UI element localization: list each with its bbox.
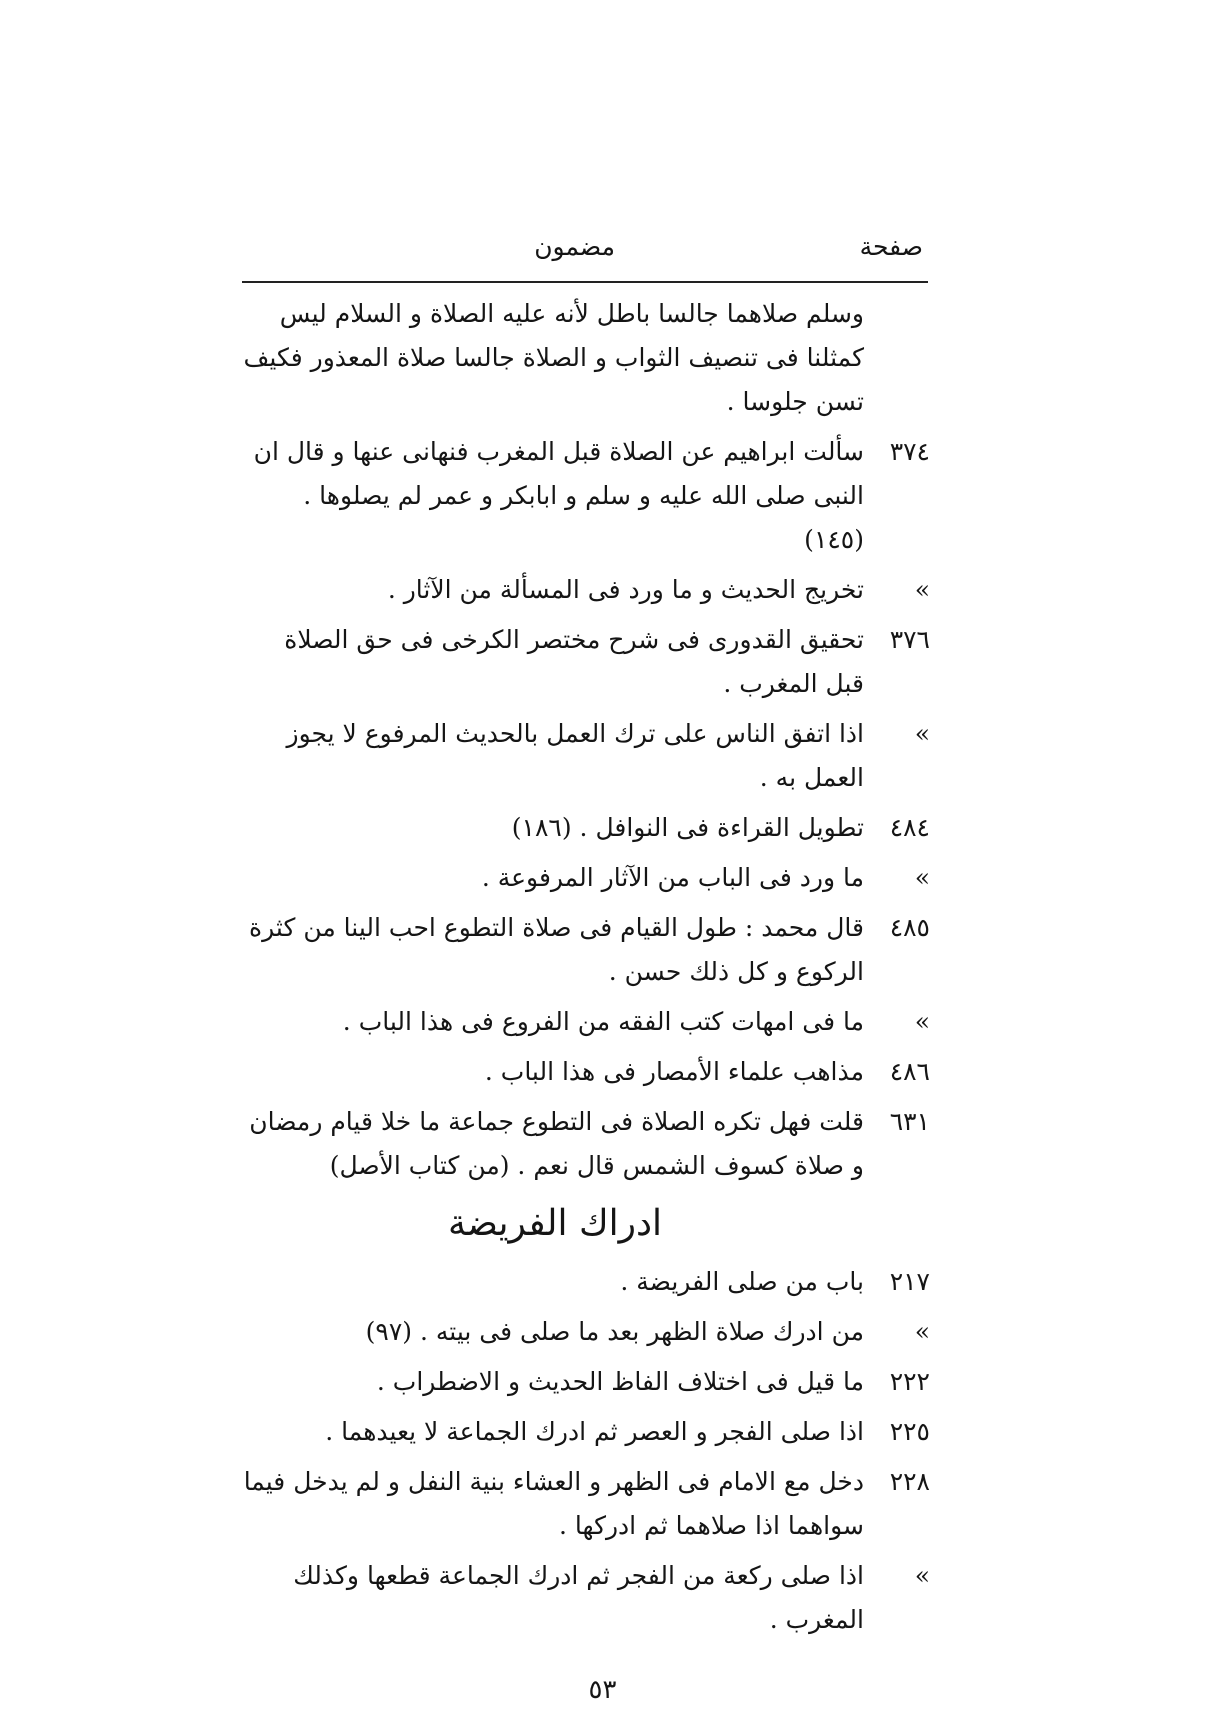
index-entry [240, 1100, 930, 1188]
index-entry [240, 1260, 930, 1304]
entry-text: سألت ابراهيم عن الصلاة قبل المغرب فنهانى عنها و قال ان النبى صلى الله عليه و سلم و ابابكر و عمر لم يصلوها . (١٤٥) [253, 437, 864, 554]
index-entry [240, 712, 930, 800]
entry-text: مذاهب علماء الأمصار فى هذا الباب . [484, 1057, 864, 1086]
entry-page-number: » [914, 719, 930, 748]
header-rule [242, 281, 928, 283]
section-heading: ادراك الفريضة [447, 1203, 663, 1244]
index-entry [240, 806, 930, 850]
index-entry [240, 1000, 930, 1044]
entry-page-number: » [914, 575, 930, 604]
entry-text: ما قيل فى اختلاف الفاظ الحديث و الاضطراب . [376, 1367, 864, 1396]
index-entry [240, 1360, 930, 1404]
entry-text: اذا اتفق الناس على ترك العمل بالحديث المرفوع لا يجوز العمل به . [286, 719, 864, 792]
entry-page-number: ٣٧٦ [889, 625, 930, 654]
entry-text: دخل مع الامام فى الظهر و العشاء بنية النفل و لم يدخل فيما سواهما اذا صلاهما ثم ادركها . [243, 1467, 864, 1540]
entry-text: تخريج الحديث و ما ورد فى المسألة من الآثار . [387, 575, 864, 604]
index-entry [240, 568, 930, 612]
index-entry [240, 1410, 930, 1454]
index-entry [240, 292, 930, 424]
entry-page-number: ٢٢٨ [889, 1467, 930, 1496]
entry-text: اذا صلى الفجر و العصر ثم ادرك الجماعة لا يعيدهما . [325, 1417, 864, 1446]
entry-text: اذا صلى ركعة من الفجر ثم ادرك الجماعة قطعها وكذلك المغرب . [293, 1561, 864, 1634]
index-entry [240, 856, 930, 900]
entry-text: وسلم صلاهما جالسا باطل لأنه عليه الصلاة و السلام ليس كمثلنا فى تنصيف الثواب و الصلاة جالسا صلاة المعذور فكيف تسن جلوسا . [243, 299, 864, 416]
entry-page-number: ٤٨٤ [889, 813, 930, 842]
entry-text: تحقيق القدورى فى شرح مختصر الكرخى فى حق الصلاة قبل المغرب . [284, 625, 864, 698]
entry-text: قلت فهل تكره الصلاة فى التطوع جماعة ما خلا قيام رمضان و صلاة كسوف الشمس قال نعم . (من كتاب الأصل) [249, 1107, 864, 1180]
entry-text: من ادرك صلاة الظهر بعد ما صلى فى بيته . (٩٧) [365, 1317, 864, 1346]
entry-text: تطويل القراءة فى النوافل . (١٨٦) [511, 813, 864, 842]
index-entry [240, 1050, 930, 1094]
entry-text: قال محمد : طول القيام فى صلاة التطوع احب الينا من كثرة الركوع و كل ذلك حسن . [249, 913, 864, 986]
entry-page-number: ٢١٧ [889, 1267, 930, 1296]
entry-page-number: ٢٢٥ [889, 1417, 930, 1446]
index-entry [240, 906, 930, 994]
page-number: ٥٣ [588, 1675, 617, 1705]
content-column-header: مضمون [534, 232, 615, 261]
entry-page-number: ٦٣١ [889, 1107, 930, 1136]
index-entry [240, 1554, 930, 1642]
entry-text: باب من صلى الفريضة . [620, 1267, 864, 1296]
entry-page-number: ٢٢٢ [889, 1367, 930, 1396]
entry-page-number: » [914, 1561, 930, 1590]
page-column-header: صفحة [859, 232, 923, 261]
entry-page-number: » [914, 1007, 930, 1036]
entry-page-number: » [914, 1317, 930, 1346]
entry-text: ما ورد فى الباب من الآثار المرفوعة . [481, 863, 864, 892]
index-entry [240, 1310, 930, 1354]
index-entries [240, 292, 930, 1648]
entry-text: ما فى امهات كتب الفقه من الفروع فى هذا الباب . [342, 1007, 864, 1036]
entry-page-number: » [914, 863, 930, 892]
index-entry [240, 430, 930, 562]
entry-page-number: ٤٨٦ [889, 1057, 930, 1086]
entry-page-number: ٣٧٤ [889, 437, 930, 466]
entry-page-number: ٤٨٥ [889, 913, 930, 942]
index-entry [240, 618, 930, 706]
index-entry [240, 1460, 930, 1548]
